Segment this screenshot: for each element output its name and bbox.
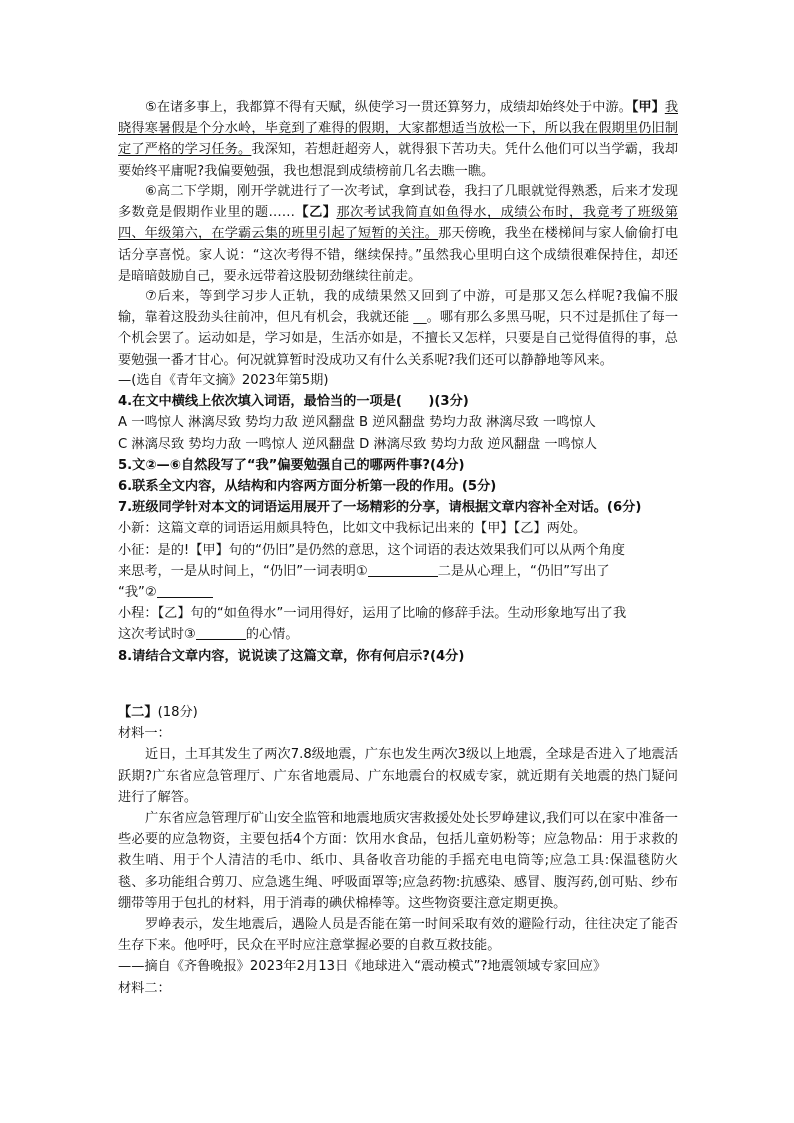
paragraph-5 — [118, 97, 678, 182]
dialogue-xiaocheng-line-2: 这次考试时③ 的心情。 — [118, 627, 299, 643]
question-4-options-row-1: A 一鸣惊人 淋漓尽致 势均力敌 逆风翻盘 B 逆风翻盘 势均力敌 淋漓尽致 一鸣惊人 — [118, 415, 596, 431]
dialogue-xiaozheng-line-1: 小征：是的!【甲】句的“仍旧”是仍然的意思，这个词语的表达效果我们可以从两个角度 — [118, 542, 625, 558]
underlined-sentence-yi: 那次考试我简直如鱼得水，成绩公布时，我竟考了班级第四、年级第六，在学霸云集的班里引起了短暂的关注。 — [118, 205, 679, 242]
question-4-options-row-2: C 淋漓尽致 势均力敌 一鸣惊人 逆风翻盘 D 淋漓尽致 势均力敌 逆风翻盘 一鸣惊人 — [118, 436, 598, 452]
paragraph-5-rest: 我深知，若想赶超旁人，就得狠下苦功夫。凭什么他们可以当学霸，我却要始终平庸呢?我偏要勉强，我也想混到成绩榜前几名去瞧一瞧。 — [118, 142, 679, 179]
dialogue-xiaoxin: 小新：这篇文章的词语运用颇具特色，比如文中我标记出来的【甲】【乙】两处。 — [118, 521, 587, 537]
material-1-label: 材料一： — [118, 726, 171, 742]
dialogue-xiaozheng-line-3: “我”② — [118, 582, 678, 603]
question-8: 8.请结合文章内容，说说读了这篇文章，你有何启示?(4分) — [118, 648, 465, 664]
underlined-sentence-jia: 我晓得寒暑假是个分水岭，毕竟到了难得的假期，大家都想适当放松一下，所以我在假期里仍旧制定了严格的学习任务。 — [118, 100, 678, 158]
paragraph-6 — [118, 181, 678, 287]
material-2-label: 材料二： — [118, 980, 171, 996]
paragraph-7-rest: 。哪有那么多黑马呢，只不过是抓住了每一个机会罢了。运动如是，学习如是，生活亦如是，不擅长又怎样，只要是自己觉得值得的事，总要勉强一番才甘心。何况就算暂时没成功又有什么关系呢?我们还可以静静地等风来。 — [118, 310, 679, 368]
dialogue-xiaocheng-line-1: 小程：【乙】句的“如鱼得水”一词用得好，运用了比喻的修辞手法。生动形象地写出了我 — [118, 606, 627, 622]
paragraph-6-intro: ⑥高二下学期，刚开学就进行了一次考试，拿到试卷，我扫了几眼就觉得熟悉，后来才发现多数竟是假期作业里的题…… — [118, 184, 678, 221]
answer-blank-2 — [157, 583, 213, 598]
questions-block — [118, 370, 678, 667]
section-2-heading — [118, 702, 678, 723]
question-6: 6.联系全文内容，从结构和内容两方面分析第一段的作用。(5分) — [118, 479, 497, 495]
paragraph-7 — [118, 286, 678, 371]
article-source: —(选自《青年文摘》2023年第5期) — [118, 373, 329, 388]
paragraph-7-intro: ⑦后来，等到学习步人正轨，我的成绩果然又回到了中游，可是那又怎么样呢?我偏不服输，靠着这股劲头往前冲，但凡有机会，我就还能 — [118, 289, 678, 326]
question-7: 7.班级同学针对本文的词语运用展开了一场精彩的分享，请根据文章内容补全对话。(6分) — [118, 500, 642, 516]
answer-blank-1 — [368, 562, 438, 577]
material-1-paragraph-1: 近日，土耳其发生了两次7.8级地震，广东也发生两次3级以上地震，全球是否进入了地震活跃期?广东省应急管理厅、广东省地震局、广东地震台的权威专家，就近期有关地震的热门疑问进行了解答。 — [118, 747, 678, 805]
paragraph-6-rest: 那天傍晚，我坐在楼梯间与家人偷偷打电话分享喜悦。家人说：“这次考得不错，继续保持。”虽然我心里明白这个成绩很难保持住，却还是暗暗鼓励自己，要永远带着这股韧劲继续往前走。 — [118, 226, 679, 284]
answer-blank-3 — [196, 625, 246, 640]
section-2 — [118, 702, 678, 999]
question-4: 4.在文中横线上依次填入词语，最恰当的一项是( )(3分) — [118, 394, 469, 410]
fill-blank: __ — [413, 310, 427, 326]
material-1-paragraph-2: 广东省应急管理厅矿山安全监管和地震地质灾害救援处处长罗峥建议,我们可以在家中准备一些必要的应急物资，主要包括4个方面：饮用水食品，包括儿童奶粉等；应急物品：用于求救的救生哨、用于个人清洁的毛巾、纸巾、具备收音功能的手摇充电电筒等;应急工具:保温毯防火毯、多功能组合剪刀、应急逃生绳、呼吸面罩等;应急药物:抗感染、感冒、腹泻药,创可贴、纱布绷带等用于包扎的材料，用于消毒的碘伏棉棒等。这些物资要注意定期更换。 — [118, 811, 678, 911]
material-1-source: ——摘自《齐鲁晚报》2023年2月13日《地球进入“震动模式”?地震领域专家回应》 — [118, 959, 607, 975]
section-2-title: 【二】 — [118, 705, 158, 720]
dialogue-xiaozheng-line-2: 来思考，一是从时间上，“仍旧”一词表明① 二是从心理上，“仍旧”写出了 — [118, 563, 610, 579]
marker-jia: 【甲】 — [631, 100, 665, 115]
material-1-paragraph-3: 罗峥表示，发生地震后，遇险人员是否能在第一时间采取有效的避险行动，往往决定了能否生存下来。他呼吁，民众在平时应注意掌握必要的自救互救技能。 — [118, 917, 678, 954]
question-5: 5.文②—⑥自然段写了“我”偏要勉强自己的哪两件事?(4分) — [118, 457, 465, 473]
marker-yi: 【乙】 — [294, 205, 337, 221]
paragraph-5-intro: ⑤在诸多事上，我都算不得有天赋，纵使学习一贯还算努力，成绩却始终处于中游。 — [145, 100, 632, 115]
section-2-points: (18分) — [157, 705, 198, 720]
